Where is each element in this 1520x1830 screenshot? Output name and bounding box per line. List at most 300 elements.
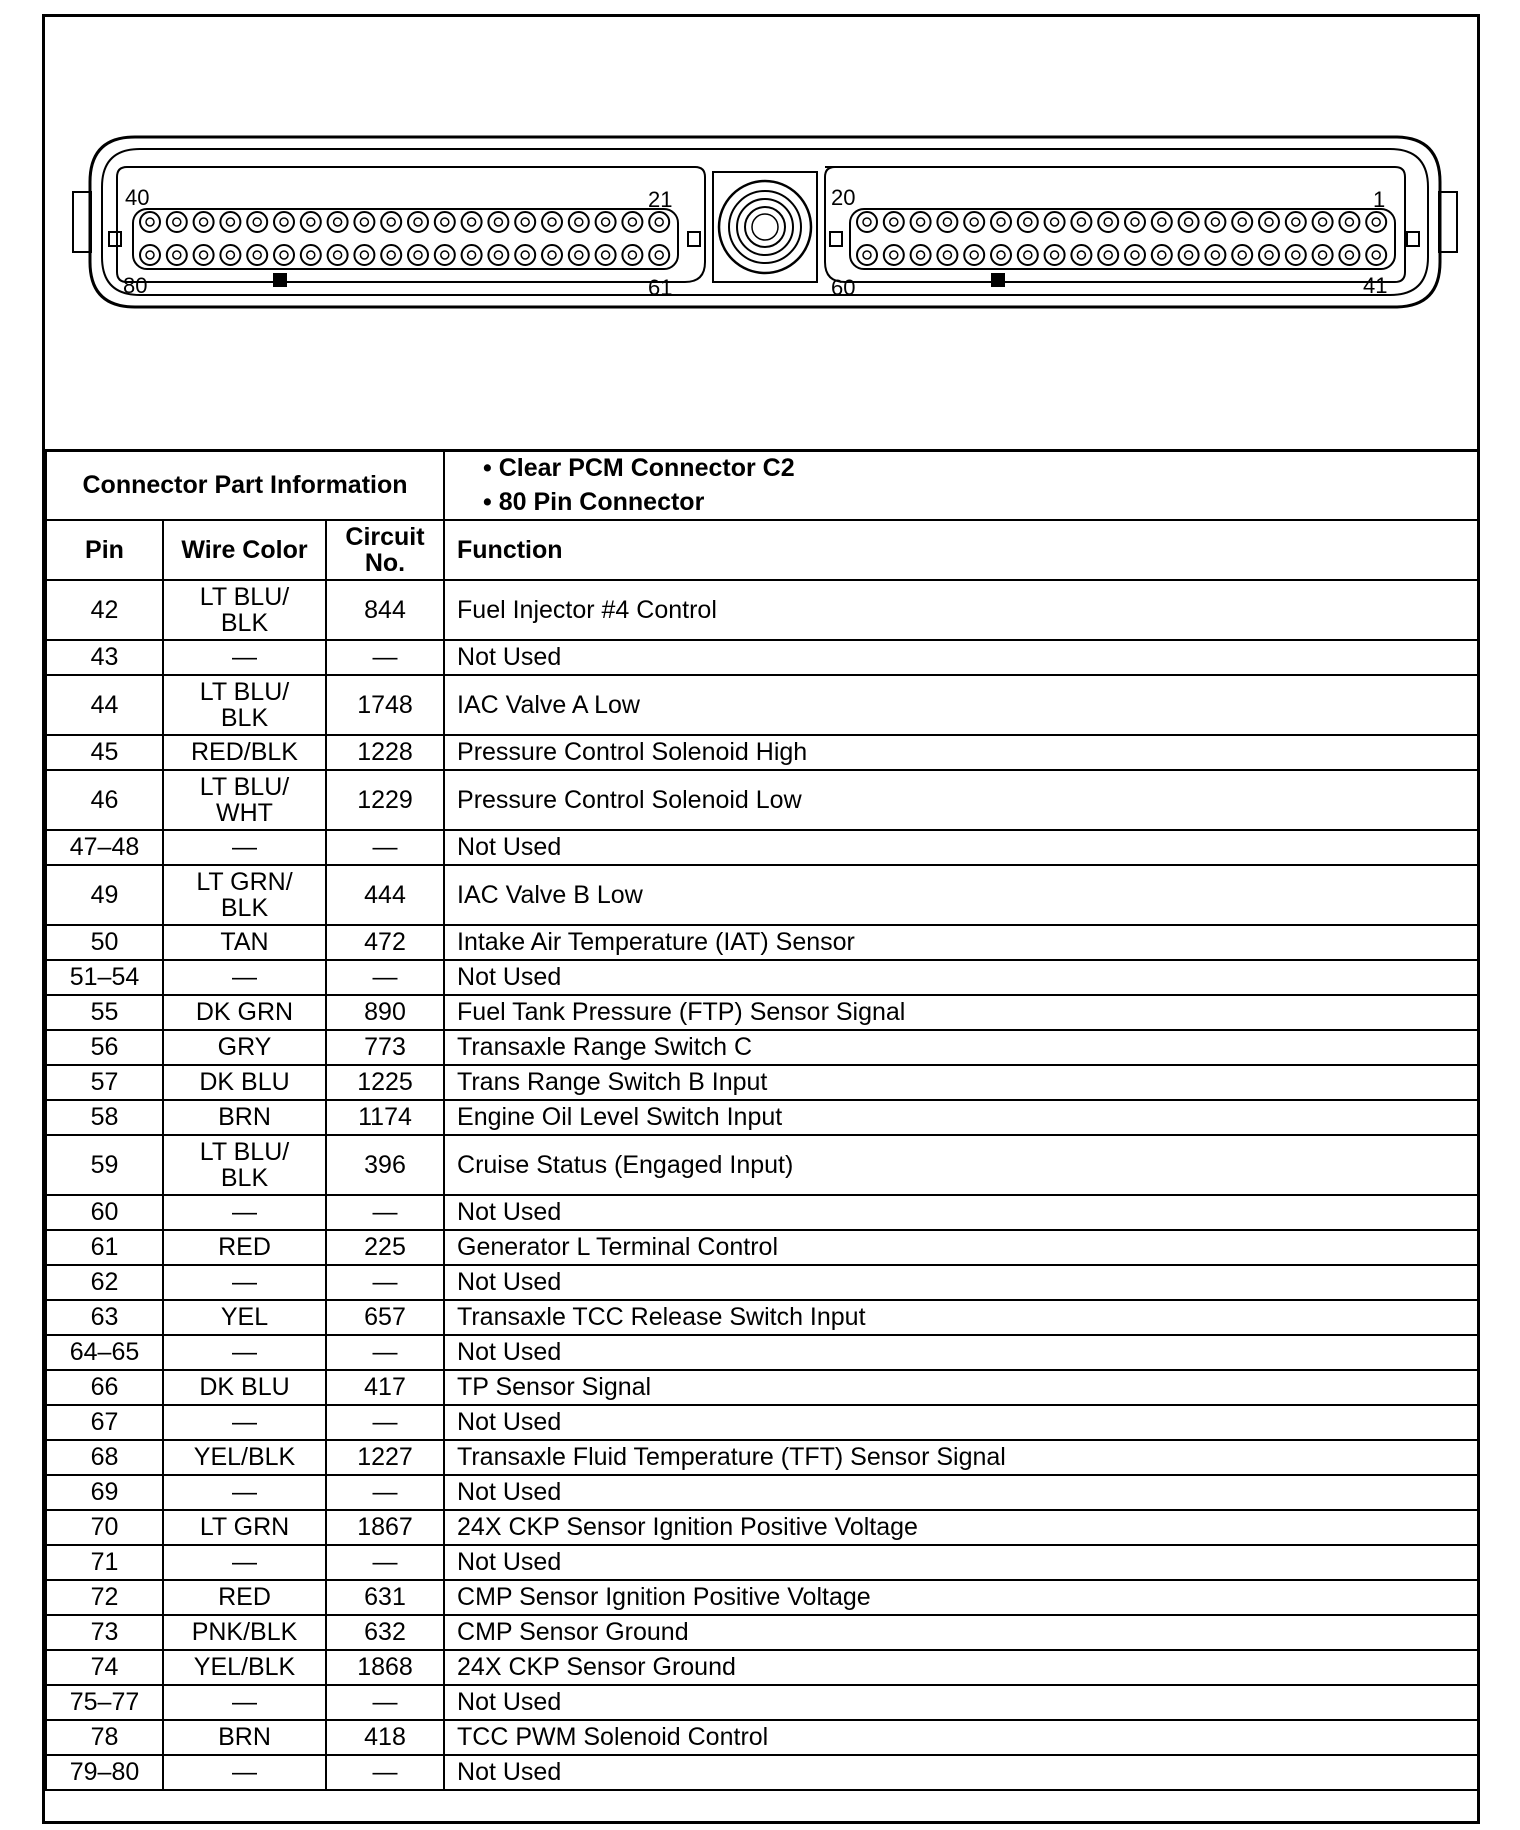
wire-color-text: RED	[218, 1233, 271, 1261]
pin-socket	[488, 212, 508, 232]
pin-socket	[194, 212, 214, 232]
pin-socket	[1098, 212, 1118, 232]
wire-color-cell	[163, 1065, 326, 1100]
pin-socket-center	[1345, 251, 1353, 259]
pin-socket	[649, 245, 669, 265]
pin-socket-center	[548, 251, 556, 259]
pin-socket	[542, 212, 562, 232]
pin-cell: 56	[46, 1030, 163, 1065]
wire-color-text: BRN	[218, 1103, 271, 1131]
pin-socket-center	[1345, 218, 1353, 226]
pin-socket	[622, 245, 642, 265]
pin-socket	[596, 212, 616, 232]
pin-socket-center	[1185, 251, 1193, 259]
table-row	[46, 925, 1478, 960]
circuit-cell: 1748	[326, 675, 444, 735]
pin-cell: 42	[46, 580, 163, 640]
wire-color-text: DK BLU	[199, 1068, 290, 1096]
pin-socket	[1205, 212, 1225, 232]
pin-label-40: 40	[125, 185, 150, 210]
pin-socket	[274, 245, 294, 265]
pin-socket-center	[1265, 251, 1273, 259]
pin-socket-center	[414, 218, 422, 226]
circuit-cell: 632	[326, 1615, 444, 1650]
pin-socket	[1259, 245, 1279, 265]
pin-socket	[1259, 212, 1279, 232]
pin-socket-center	[146, 251, 154, 259]
column-header-function: Function	[444, 520, 1478, 580]
pin-socket	[1179, 212, 1199, 232]
pin-socket-center	[468, 218, 476, 226]
pin-socket-center	[173, 251, 181, 259]
pin-socket	[991, 245, 1011, 265]
function-cell: Not Used	[444, 1405, 1478, 1440]
circuit-cell: 1174	[326, 1100, 444, 1135]
wire-color-text: DK GRN	[195, 998, 294, 1026]
pin-socket	[1125, 245, 1145, 265]
pin-socket	[462, 212, 482, 232]
pin-socket	[1313, 212, 1333, 232]
wire-color-cell	[163, 1440, 326, 1475]
pin-socket-center	[1292, 218, 1300, 226]
pin-socket	[515, 212, 535, 232]
wire-color-text: —	[232, 1548, 257, 1576]
circuit-cell: —	[326, 1335, 444, 1370]
pin-socket	[857, 212, 877, 232]
pin-socket	[408, 212, 428, 232]
pin-socket-center	[360, 251, 368, 259]
center-bolt-head	[745, 207, 785, 247]
function-cell: IAC Valve A Low	[444, 675, 1478, 735]
function-cell: Not Used	[444, 1335, 1478, 1370]
pin-socket	[991, 212, 1011, 232]
circuit-cell: 657	[326, 1300, 444, 1335]
pin-socket	[1018, 212, 1038, 232]
column-header-circuit: Circuit No.	[326, 520, 444, 580]
wire-color-cell	[163, 1195, 326, 1230]
pin-socket-center	[307, 251, 315, 259]
pin-socket	[596, 245, 616, 265]
pin-cell: 47–48	[46, 830, 163, 865]
pin-socket	[937, 245, 957, 265]
pin-socket-center	[387, 251, 395, 259]
pin-socket-center	[997, 251, 1005, 259]
wire-color-text: BLK	[220, 704, 269, 732]
wire-color-text: —	[232, 1478, 257, 1506]
pin-socket	[964, 212, 984, 232]
pin-cell: 63	[46, 1300, 163, 1335]
function-cell: Not Used	[444, 1475, 1478, 1510]
function-cell: Pressure Control Solenoid Low	[444, 770, 1478, 830]
pin-socket	[274, 212, 294, 232]
pin-socket	[1045, 212, 1065, 232]
pinout-table	[45, 449, 1479, 1791]
table-row	[46, 1065, 1478, 1100]
function-cell: Not Used	[444, 1685, 1478, 1720]
table-row	[46, 1580, 1478, 1615]
pin-socket-center	[548, 218, 556, 226]
pin-socket	[220, 212, 240, 232]
pin-socket	[435, 212, 455, 232]
function-cell: Trans Range Switch B Input	[444, 1065, 1478, 1100]
pin-socket-center	[1319, 218, 1327, 226]
pin-socket	[220, 245, 240, 265]
pin-socket	[140, 245, 160, 265]
pin-socket	[301, 245, 321, 265]
pin-socket-center	[200, 218, 208, 226]
pin-socket-center	[890, 251, 898, 259]
wire-color-cell	[163, 580, 326, 640]
pin-cell: 60	[46, 1195, 163, 1230]
function-cell: Not Used	[444, 1265, 1478, 1300]
pin-socket	[911, 245, 931, 265]
pin-socket	[884, 245, 904, 265]
table-row	[46, 1335, 1478, 1370]
pin-cell: 62	[46, 1265, 163, 1300]
function-cell: Engine Oil Level Switch Input	[444, 1100, 1478, 1135]
pin-socket	[569, 245, 589, 265]
pin-socket	[1366, 245, 1386, 265]
wire-color-text: GRY	[217, 1033, 272, 1061]
part-info-bullets	[444, 450, 1478, 520]
pin-label-60: 60	[831, 275, 856, 300]
wire-color-cell	[163, 1510, 326, 1545]
pin-socket-center	[1051, 251, 1059, 259]
pin-socket-center	[226, 218, 234, 226]
table-row	[46, 1405, 1478, 1440]
circuit-cell: 844	[326, 580, 444, 640]
pin-socket	[1071, 212, 1091, 232]
pin-socket	[1152, 245, 1172, 265]
table-row	[46, 1230, 1478, 1265]
wire-color-cell	[163, 995, 326, 1030]
pin-socket-center	[1319, 251, 1327, 259]
pin-cell: 49	[46, 865, 163, 925]
pin-socket-center	[173, 218, 181, 226]
wire-color-cell	[163, 1405, 326, 1440]
function-cell: TCC PWM Solenoid Control	[444, 1720, 1478, 1755]
wire-color-text: LT GRN	[199, 1513, 290, 1541]
left-latch	[73, 192, 91, 252]
wire-color-text: WHT	[216, 799, 273, 827]
table-row	[46, 1265, 1478, 1300]
table-row	[46, 1510, 1478, 1545]
table-row	[46, 1440, 1478, 1475]
pin-label-80: 80	[123, 273, 148, 298]
wire-color-cell	[163, 1030, 326, 1065]
table-row	[46, 1370, 1478, 1405]
wire-color-text: LT BLU/	[199, 1138, 290, 1166]
wire-color-cell	[163, 1370, 326, 1405]
pin-socket	[1339, 212, 1359, 232]
center-bolt-core	[752, 214, 778, 240]
wire-color-text: —	[232, 963, 257, 991]
wire-color-text: DK BLU	[199, 1373, 290, 1401]
wire-color-cell	[163, 830, 326, 865]
function-cell: 24X CKP Sensor Ignition Positive Voltage	[444, 1510, 1478, 1545]
circuit-cell: 1229	[326, 770, 444, 830]
column-header-wire-color: Wire Color	[163, 520, 326, 580]
circuit-cell: 418	[326, 1720, 444, 1755]
pin-cell: 50	[46, 925, 163, 960]
circuit-cell: 417	[326, 1370, 444, 1405]
circuit-cell: 1228	[326, 735, 444, 770]
pin-cell: 74	[46, 1650, 163, 1685]
pin-socket-center	[943, 218, 951, 226]
circuit-cell: —	[326, 1545, 444, 1580]
wire-color-cell	[163, 925, 326, 960]
pin-socket	[1152, 212, 1172, 232]
pin-socket-center	[253, 218, 261, 226]
wire-color-text: RED	[218, 1583, 271, 1611]
pin-socket-center	[1104, 251, 1112, 259]
circuit-cell: —	[326, 1475, 444, 1510]
wire-color-text: RED/BLK	[191, 738, 298, 766]
pin-socket	[937, 212, 957, 232]
pin-cell: 72	[46, 1580, 163, 1615]
wire-color-cell	[163, 1720, 326, 1755]
circuit-cell: 472	[326, 925, 444, 960]
wire-color-text: LT GRN/	[196, 868, 293, 896]
pin-socket-center	[863, 218, 871, 226]
function-cell: Cruise Status (Engaged Input)	[444, 1135, 1478, 1195]
pin-socket	[1339, 245, 1359, 265]
pin-socket-center	[1158, 251, 1166, 259]
pin-cell: 61	[46, 1230, 163, 1265]
wire-color-cell	[163, 1335, 326, 1370]
pin-socket-center	[334, 251, 342, 259]
pin-socket-center	[890, 218, 898, 226]
pin-cell: 79–80	[46, 1755, 163, 1790]
left-key-notch	[109, 232, 121, 246]
wire-color-text: —	[232, 1408, 257, 1436]
pin-cell: 68	[46, 1440, 163, 1475]
pin-socket	[1045, 245, 1065, 265]
function-cell: TP Sensor Signal	[444, 1370, 1478, 1405]
pin-socket-center	[602, 218, 610, 226]
pin-socket	[488, 245, 508, 265]
left-polarization-mark	[273, 273, 287, 287]
pin-socket-center	[1211, 251, 1219, 259]
pin-socket-center	[414, 251, 422, 259]
function-cell: IAC Valve B Low	[444, 865, 1478, 925]
pin-cell: 59	[46, 1135, 163, 1195]
function-cell: CMP Sensor Ignition Positive Voltage	[444, 1580, 1478, 1615]
circuit-cell: 773	[326, 1030, 444, 1065]
wire-color-text: BLK	[220, 1164, 269, 1192]
function-cell: 24X CKP Sensor Ground	[444, 1650, 1478, 1685]
wire-color-text: —	[232, 1688, 257, 1716]
right-pin-array	[857, 212, 1386, 265]
part-info-label: Connector Part Information	[46, 450, 444, 520]
table-row	[46, 1195, 1478, 1230]
pin-socket-center	[1211, 218, 1219, 226]
pin-socket	[964, 245, 984, 265]
table-row	[46, 1755, 1478, 1790]
pin-cell: 66	[46, 1370, 163, 1405]
wire-color-text: YEL/BLK	[193, 1653, 296, 1681]
part-info-row	[46, 450, 1478, 520]
pin-socket	[569, 212, 589, 232]
wire-color-text: —	[232, 1268, 257, 1296]
pin-socket	[1313, 245, 1333, 265]
table-row	[46, 995, 1478, 1030]
function-cell: CMP Sensor Ground	[444, 1615, 1478, 1650]
pin-socket	[194, 245, 214, 265]
pin-socket	[1018, 245, 1038, 265]
function-cell: Not Used	[444, 1545, 1478, 1580]
circuit-cell: 225	[326, 1230, 444, 1265]
pin-socket-center	[468, 251, 476, 259]
function-cell: Pressure Control Solenoid High	[444, 735, 1478, 770]
pin-socket	[1098, 245, 1118, 265]
right-inner-key-notch	[830, 232, 842, 246]
column-header-pin: Pin	[46, 520, 163, 580]
pin-socket-center	[1238, 218, 1246, 226]
wire-color-cell	[163, 1475, 326, 1510]
table-row	[46, 830, 1478, 865]
wire-color-cell	[163, 1100, 326, 1135]
pin-cell: 64–65	[46, 1335, 163, 1370]
wire-color-cell	[163, 1230, 326, 1265]
pin-socket-center	[1131, 218, 1139, 226]
pin-socket	[542, 245, 562, 265]
pin-socket	[911, 212, 931, 232]
wire-color-cell	[163, 770, 326, 830]
pin-socket-center	[1024, 251, 1032, 259]
pin-cell: 44	[46, 675, 163, 735]
circuit-cell: —	[326, 1265, 444, 1300]
pin-socket-center	[655, 251, 663, 259]
pin-socket	[247, 212, 267, 232]
circuit-cell: —	[326, 1405, 444, 1440]
pin-cell: 75–77	[46, 1685, 163, 1720]
pin-cell: 57	[46, 1065, 163, 1100]
pin-socket-center	[863, 251, 871, 259]
pin-socket-center	[575, 251, 583, 259]
wire-color-text: LT BLU/	[199, 773, 290, 801]
function-cell: Not Used	[444, 1755, 1478, 1790]
function-cell: Fuel Tank Pressure (FTP) Sensor Signal	[444, 995, 1478, 1030]
wire-color-cell	[163, 1615, 326, 1650]
wire-color-cell	[163, 640, 326, 675]
wire-color-text: BLK	[220, 609, 269, 637]
pin-label-20: 20	[831, 185, 856, 210]
pin-socket-center	[575, 218, 583, 226]
center-bolt-outer	[719, 181, 811, 273]
pin-socket-center	[970, 251, 978, 259]
pin-socket-center	[387, 218, 395, 226]
pin-socket-center	[970, 218, 978, 226]
wire-color-text: TAN	[220, 928, 269, 956]
wire-color-text: —	[232, 1198, 257, 1226]
pin-socket-center	[280, 251, 288, 259]
pin-socket-center	[521, 218, 529, 226]
function-cell: Not Used	[444, 960, 1478, 995]
function-cell: Transaxle Fluid Temperature (TFT) Sensor Signal	[444, 1440, 1478, 1475]
pin-socket-center	[1158, 218, 1166, 226]
wire-color-text: BLK	[220, 894, 269, 922]
pin-socket	[649, 212, 669, 232]
wire-color-cell	[163, 1135, 326, 1195]
function-cell: Not Used	[444, 640, 1478, 675]
wire-color-text: —	[232, 1338, 257, 1366]
pin-cell: 70	[46, 1510, 163, 1545]
pin-socket-center	[494, 251, 502, 259]
pin-socket	[354, 245, 374, 265]
pin-socket	[167, 212, 187, 232]
pin-cell: 51–54	[46, 960, 163, 995]
pin-socket-center	[602, 251, 610, 259]
pin-label-1: 1	[1373, 187, 1386, 212]
pin-socket	[622, 212, 642, 232]
table-row	[46, 580, 1478, 640]
function-cell: Intake Air Temperature (IAT) Sensor	[444, 925, 1478, 960]
left-inner-key-notch	[688, 232, 700, 246]
table-row	[46, 1545, 1478, 1580]
right-latch	[1439, 192, 1457, 252]
pin-socket	[1366, 212, 1386, 232]
pin-cell: 78	[46, 1720, 163, 1755]
pin-socket	[247, 245, 267, 265]
pin-cell: 45	[46, 735, 163, 770]
pin-socket-center	[917, 218, 925, 226]
connector-diagram	[45, 17, 1477, 452]
part-info-bullet: • 80 Pin Connector	[483, 488, 705, 516]
pin-socket-center	[628, 218, 636, 226]
pin-cell: 71	[46, 1545, 163, 1580]
table-row	[46, 735, 1478, 770]
pin-socket	[1071, 245, 1091, 265]
pin-socket-center	[307, 218, 315, 226]
function-cell: Not Used	[444, 830, 1478, 865]
wire-color-cell	[163, 1685, 326, 1720]
left-pin-array	[140, 212, 669, 265]
pin-socket	[408, 245, 428, 265]
circuit-cell: 396	[326, 1135, 444, 1195]
wire-color-text: —	[232, 1758, 257, 1786]
pin-socket-center	[943, 251, 951, 259]
wire-color-text: PNK/BLK	[191, 1618, 298, 1646]
wire-color-cell	[163, 1755, 326, 1790]
pin-socket	[328, 245, 348, 265]
pin-socket-center	[1238, 251, 1246, 259]
center-bolt-ring	[729, 191, 801, 263]
pin-socket	[328, 212, 348, 232]
table-row	[46, 1650, 1478, 1685]
circuit-cell: —	[326, 1195, 444, 1230]
pin-socket-center	[1024, 218, 1032, 226]
pin-socket	[1205, 245, 1225, 265]
circuit-cell: 444	[326, 865, 444, 925]
pin-cell: 58	[46, 1100, 163, 1135]
pin-socket-center	[441, 251, 449, 259]
table-row	[46, 865, 1478, 925]
circuit-cell: 1867	[326, 1510, 444, 1545]
wire-color-text: —	[232, 833, 257, 861]
wire-color-text: —	[232, 643, 257, 671]
table-row	[46, 1135, 1478, 1195]
pin-socket-center	[494, 218, 502, 226]
table-row	[46, 640, 1478, 675]
pin-socket-center	[253, 251, 261, 259]
circuit-cell: —	[326, 640, 444, 675]
pin-socket	[1232, 212, 1252, 232]
circuit-cell: 1225	[326, 1065, 444, 1100]
part-info-bullet: • Clear PCM Connector C2	[483, 454, 795, 482]
pin-socket-center	[200, 251, 208, 259]
pin-socket	[381, 212, 401, 232]
